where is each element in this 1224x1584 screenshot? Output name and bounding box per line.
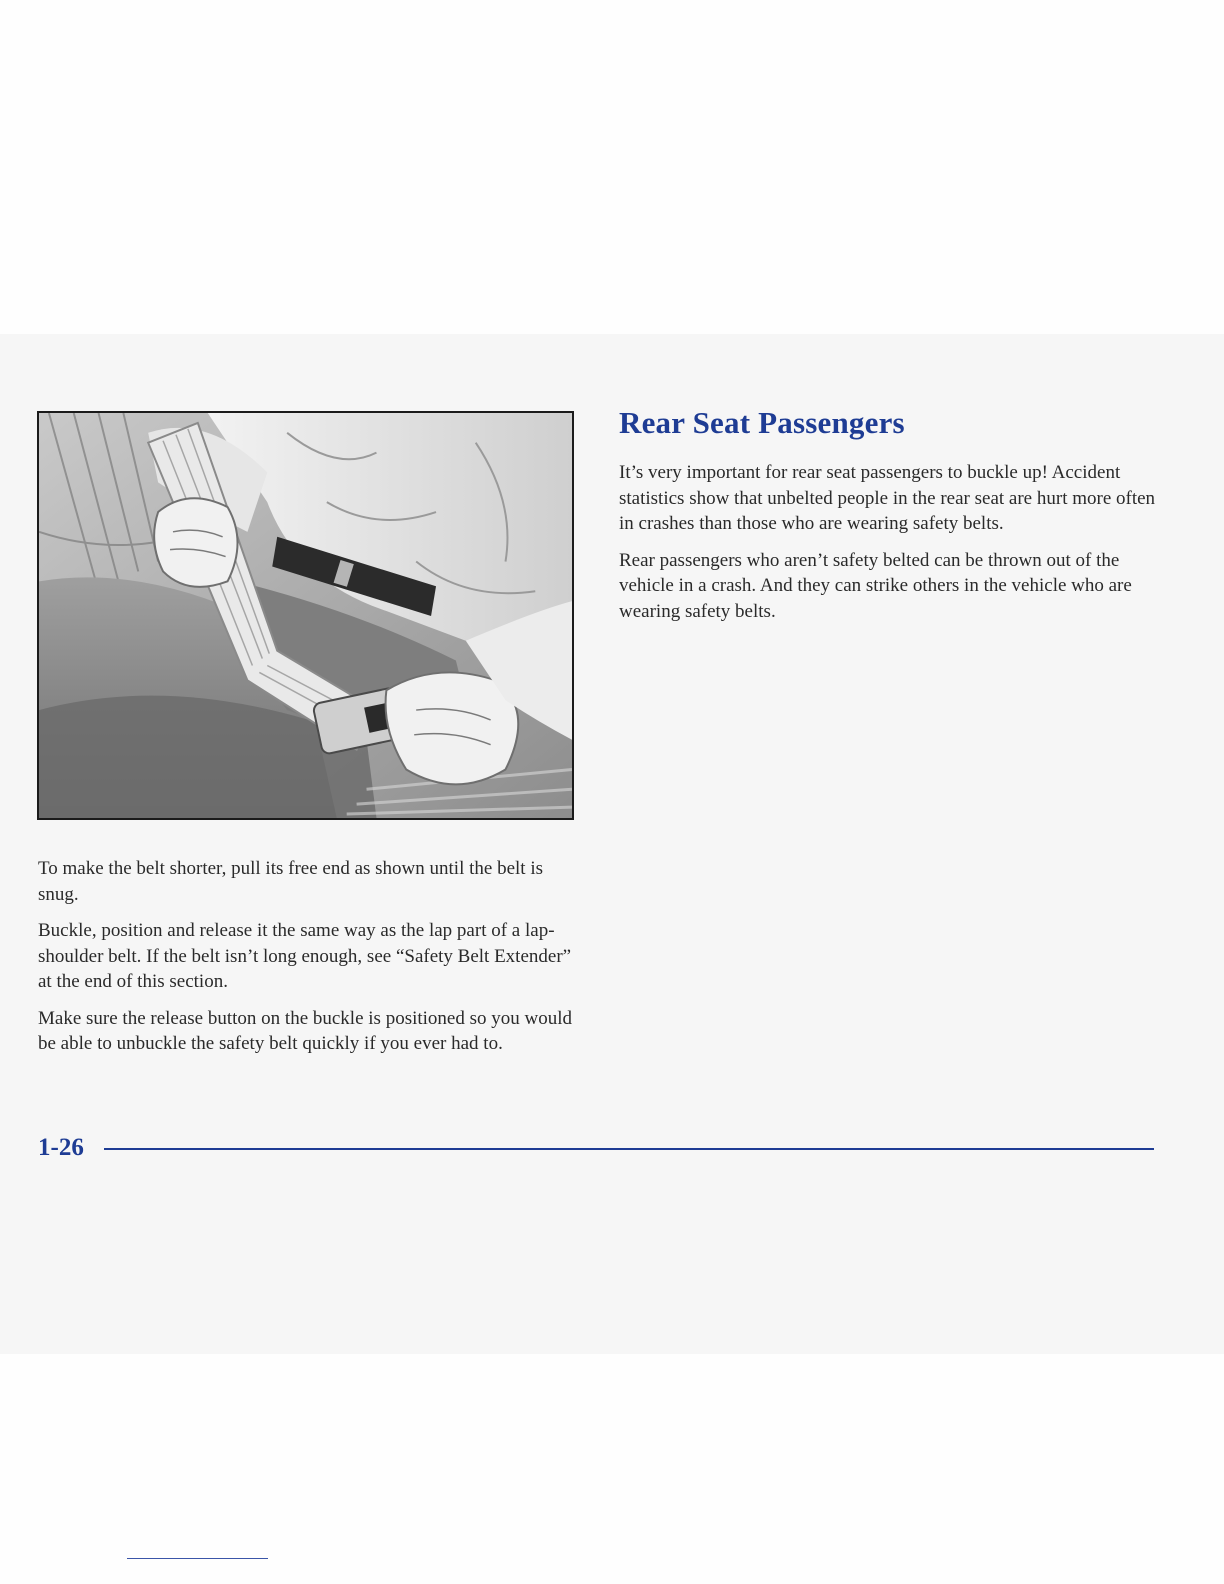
left-column-text [38, 856, 574, 1068]
footer-rule [104, 1148, 1154, 1150]
paragraph-rear-passengers: Rear passengers who aren’t safety belted can be thrown out of the vehicle in a crash. And they can strike others in the vehicle who are wearing safety belts. [619, 549, 1132, 622]
paragraph-buckle-position: Buckle, position and release it the same way as the lap part of a lap-shoulder belt. If the belt isn’t long enough, see “Safety Belt Extender” at the end of this section. [38, 920, 572, 992]
paragraph-release-button: Make sure the release button on the buckle is positioned so you would be able to unbuckle the safety belt quickly if you ever had to. [38, 1007, 573, 1054]
belt-tightening-illustration [37, 411, 574, 820]
page-number: 1-26 [38, 1134, 84, 1161]
belt-illustration-icon [39, 413, 572, 818]
paragraph-belt-shorter: To make the belt shorter, pull its free end as shown until the belt is snug. [38, 858, 543, 905]
section-title: Rear Seat Passengers [619, 405, 905, 440]
page-footer [38, 1130, 1154, 1166]
paragraph-importance: It’s very important for rear seat passengers to buckle up! Accident statistics show that unbelted people in the rear seat are hurt more often in crashes than those who are wearing safety belts. [619, 462, 1156, 534]
right-column-text [619, 403, 1159, 635]
bottom-rule-mark [127, 1558, 268, 1559]
